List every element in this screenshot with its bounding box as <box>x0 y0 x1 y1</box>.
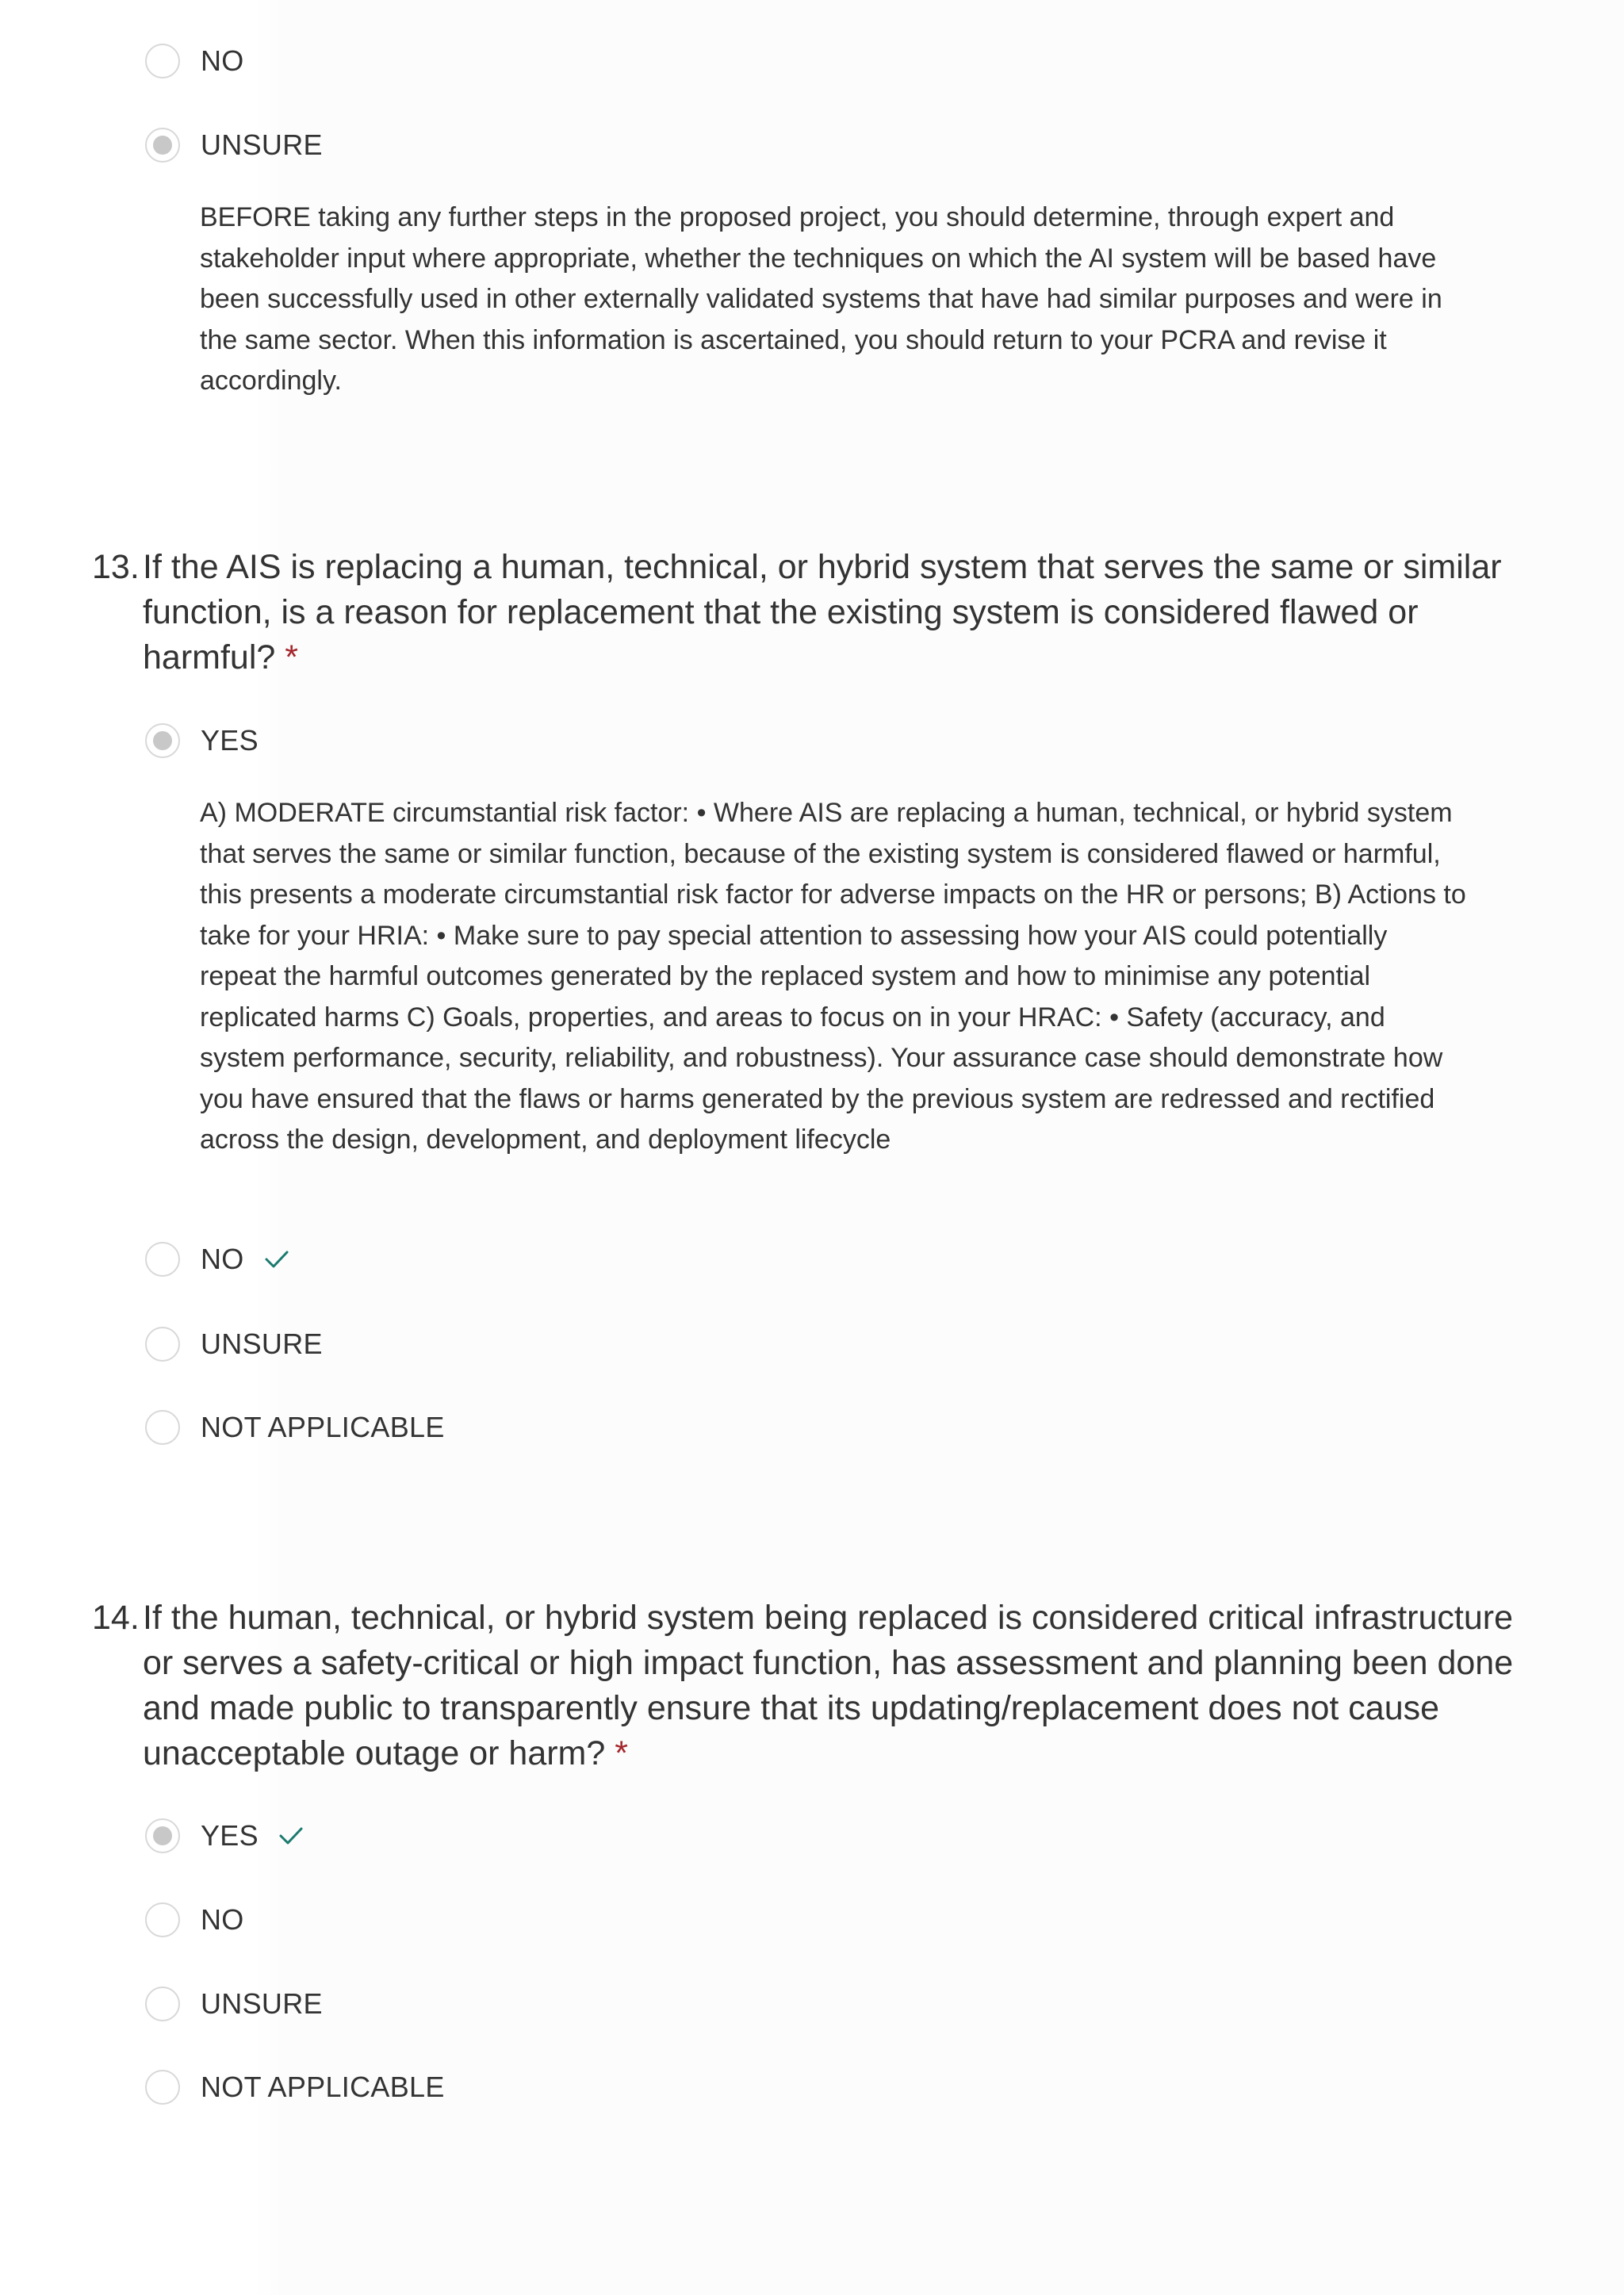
question-number: 13. <box>92 548 140 586</box>
option-unsure[interactable] <box>145 125 323 165</box>
option-no[interactable] <box>145 41 244 81</box>
check-icon <box>263 1246 290 1273</box>
option-label: UNSURE <box>201 1987 323 2020</box>
question-13 <box>92 545 1519 680</box>
radio-button-selected[interactable] <box>145 1818 180 1853</box>
radio-button[interactable] <box>145 44 180 79</box>
radio-button[interactable] <box>145 1987 180 2021</box>
option-yes[interactable] <box>145 1816 304 1856</box>
question-text <box>143 1596 1519 1776</box>
question-label: If the AIS is replacing a human, technical, or hybrid system that serves the same or similar function, is a reason for replacement that the existing system is considered flawed or harmful? <box>143 548 1502 676</box>
option-explanation: A) MODERATE circumstantial risk factor: • Where AIS are replacing a human, technical, or hybrid system that serves the same or similar function, because of the existing system is considered flawed or harmful, this presents a moderate circumstantial risk factor for adverse impacts on the HR or persons; B) Actions to take for your HRIA: • Make sure to pay special attention to assessing how your AIS could potentially repeat the harmful outcomes generated by the replaced system and how to minimise any potential replicated harms C) Goals, properties, and areas to focus on in your HRAC: • Safety (accuracy, and system performance, security, reliability, and robustness). Your assurance case should demonstrate how you have ensured that the flaws or harms generated by the previous system are redressed and rectified across the design, development, and deployment lifecycle <box>200 798 1466 1155</box>
radio-button[interactable] <box>145 1242 180 1277</box>
option-label: NO <box>201 1243 244 1275</box>
question-text <box>143 545 1519 680</box>
option-label: YES <box>201 724 259 757</box>
option-label: NO <box>201 1903 244 1936</box>
radio-button[interactable] <box>145 1410 180 1445</box>
option-yes[interactable] <box>145 721 259 761</box>
check-icon <box>278 1822 304 1849</box>
option-not-applicable[interactable] <box>145 2067 445 2107</box>
radio-button-selected[interactable] <box>145 723 180 758</box>
radio-button-selected[interactable] <box>145 128 180 163</box>
radio-button[interactable] <box>145 2070 180 2105</box>
required-asterisk: * <box>615 1734 629 1772</box>
option-label: NO <box>201 44 244 77</box>
question-14 <box>92 1596 1519 1776</box>
radio-button[interactable] <box>145 1902 180 1937</box>
option-unsure[interactable] <box>145 1984 323 2024</box>
option-label: UNSURE <box>201 128 323 161</box>
option-label: NOT APPLICABLE <box>201 1411 445 1443</box>
radio-button[interactable] <box>145 1327 180 1362</box>
option-label: YES <box>201 1819 259 1852</box>
option-not-applicable[interactable] <box>145 1408 445 1447</box>
option-unsure[interactable] <box>145 1324 323 1364</box>
option-no[interactable] <box>145 1239 290 1279</box>
question-number: 14. <box>92 1599 140 1637</box>
option-explanation: BEFORE taking any further steps in the proposed project, you should determine, through expert and stakeholder input where appropriate, whether the techniques on which the AI system will be based have been successfully used in other externally validated systems that have had similar purposes and were in the same sector. When this information is ascertained, you should return to your PCRA and revise it accordingly. <box>200 202 1442 396</box>
required-asterisk: * <box>285 638 299 676</box>
option-label: NOT APPLICABLE <box>201 2071 445 2103</box>
option-label: UNSURE <box>201 1328 323 1360</box>
question-label: If the human, technical, or hybrid system being replaced is considered critical infrastructure or serves a safety-critical or high impact function, has assessment and planning been done and made public to transparently ensure that its updating/replacement does not cause unacceptable outage or harm? <box>143 1599 1514 1772</box>
option-no[interactable] <box>145 1900 244 1940</box>
